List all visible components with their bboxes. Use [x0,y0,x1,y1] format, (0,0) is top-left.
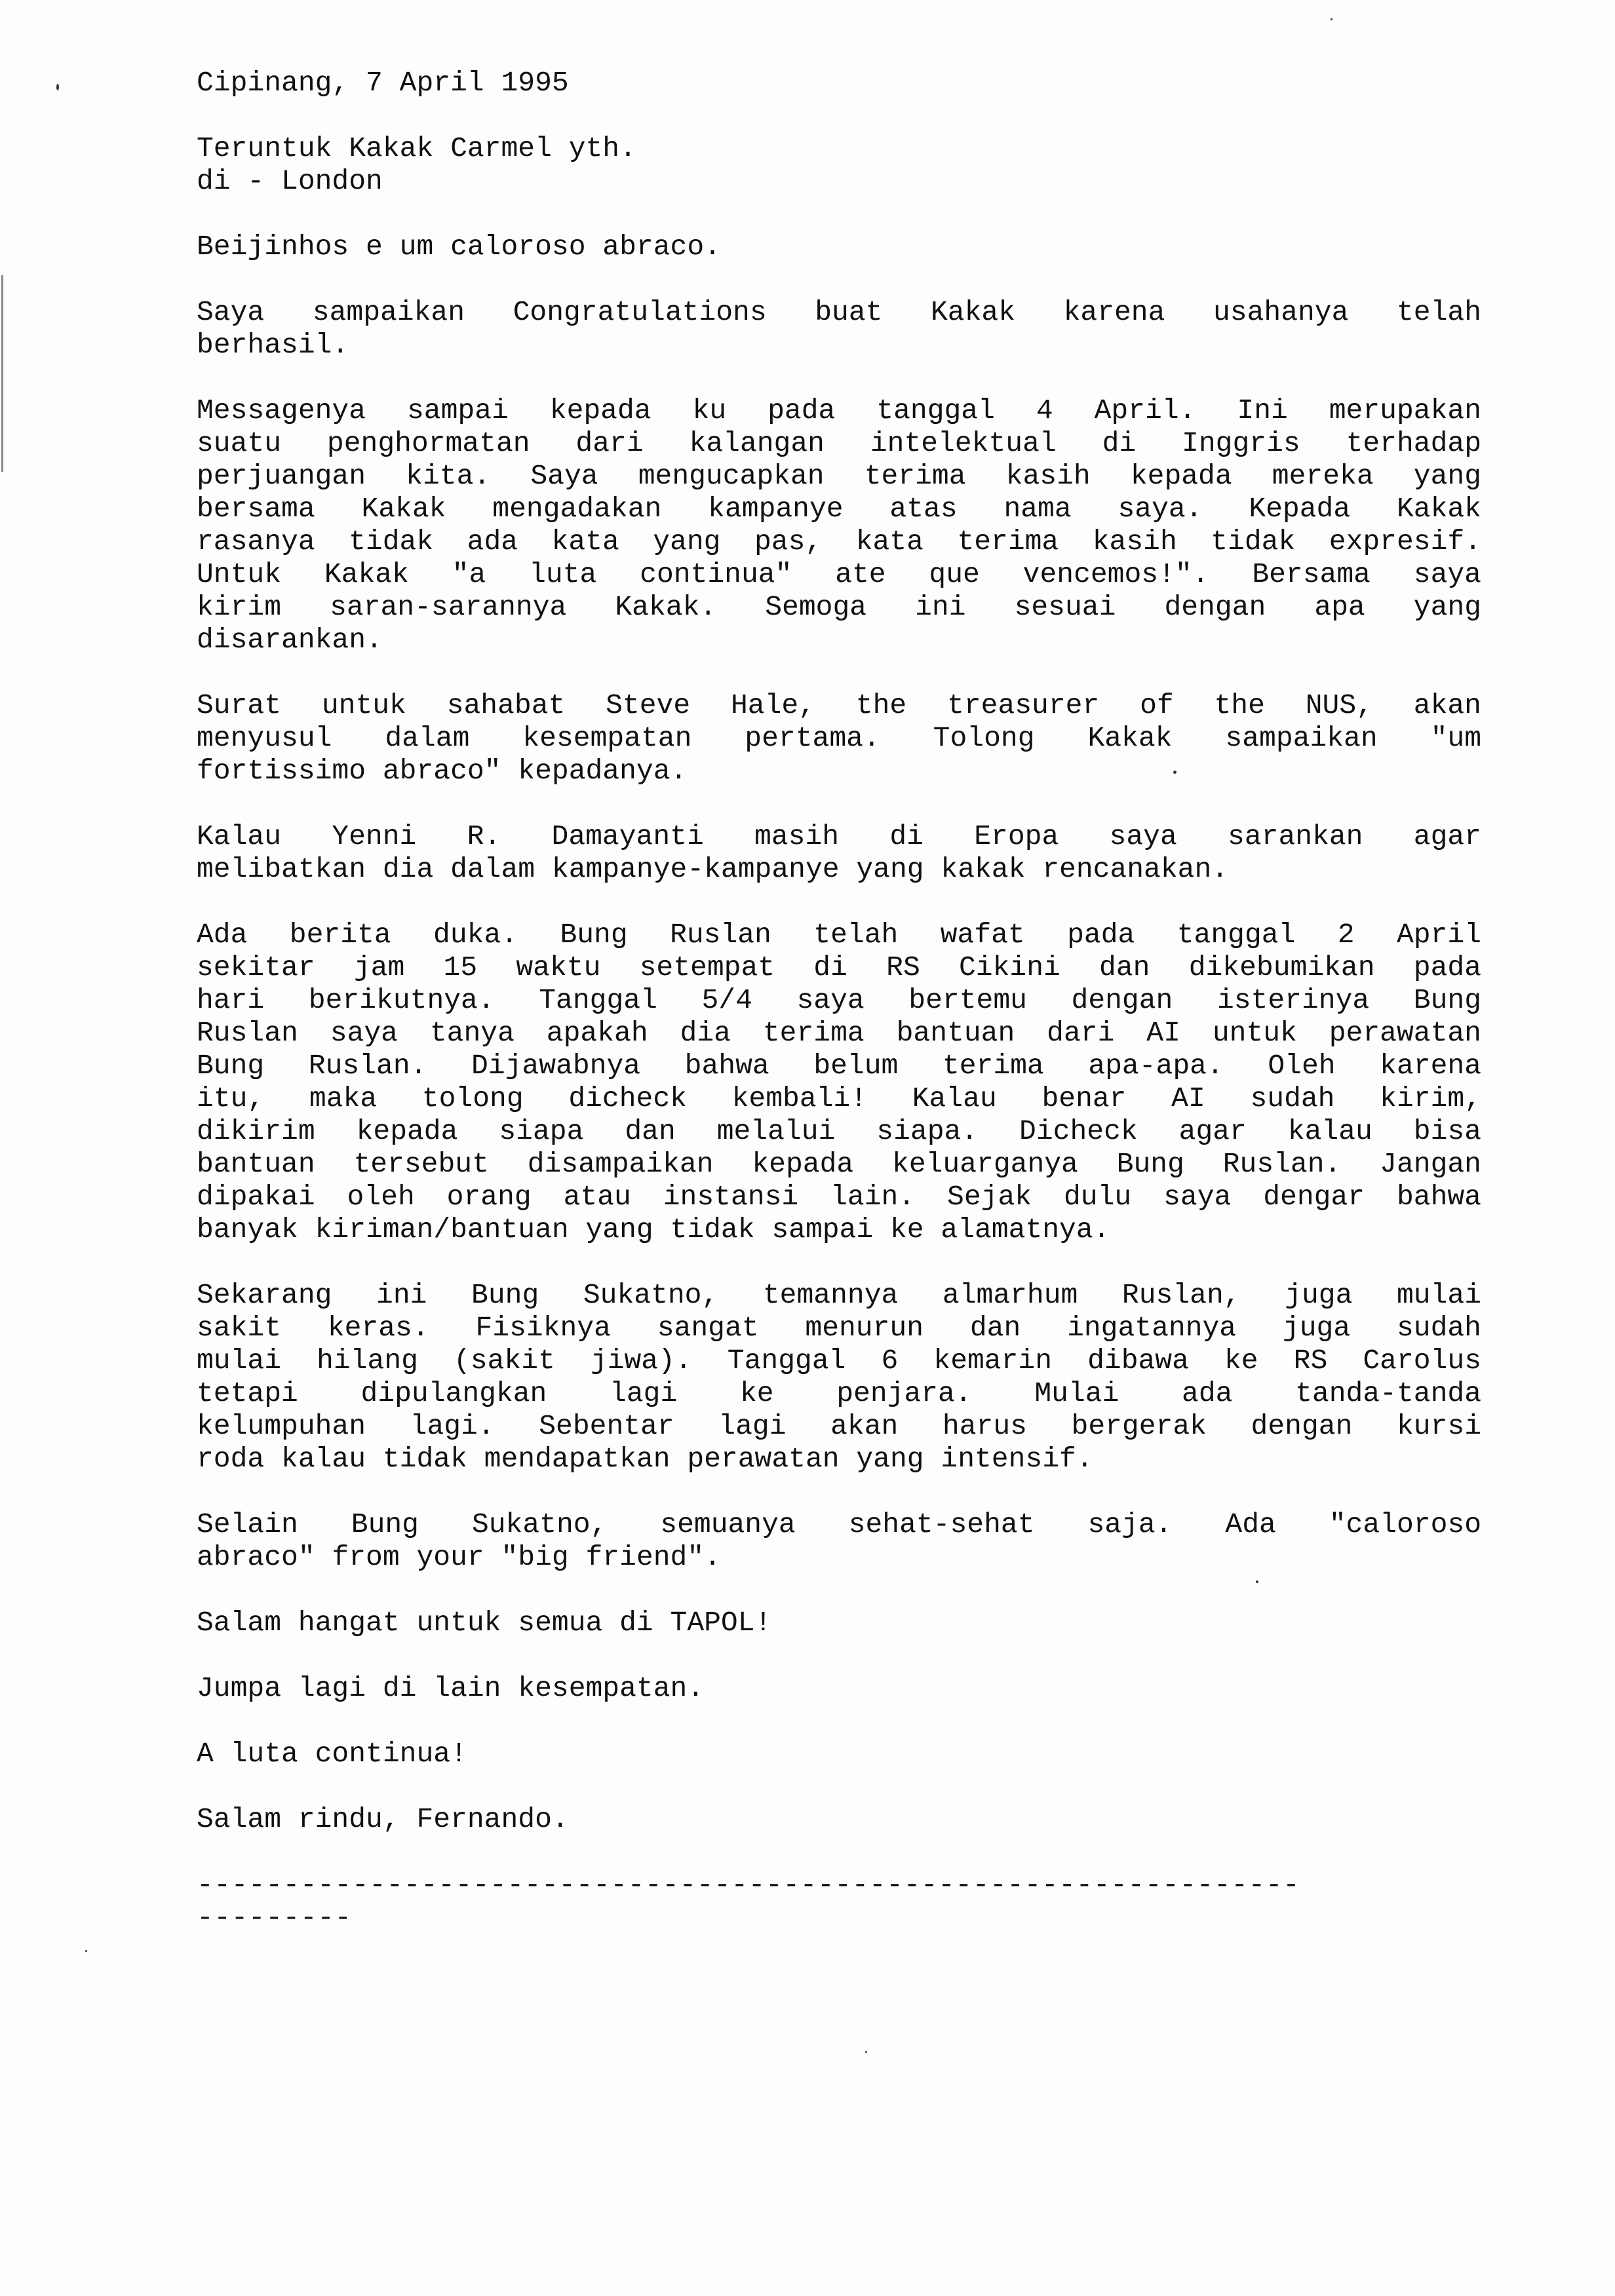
paragraph-line: Saya sampaikan Congratulations buat Kakak karena usahanya telah [197,296,1481,328]
scan-speck [56,84,59,90]
paragraph [197,1508,1481,1574]
closing-line: Salam hangat untuk semua di TAPOL! [197,1607,772,1639]
paragraph-line: Untuk Kakak "a luta continua" ate que vencemos!". Bersama saya [197,558,1481,590]
signature-line: Salam rindu, Fernando. [197,1803,569,1835]
addressee-line: Teruntuk Kakak Carmel yth. [197,132,636,164]
scan-speck [1331,18,1333,20]
paragraph-line: roda kalau tidak mendapatkan perawatan yang intensif. [197,1443,1093,1475]
paragraph [197,296,1481,362]
paragraph-line: banyak kiriman/bantuan yang tidak sampai ke alamatnya. [197,1214,1110,1246]
paragraph-line: dikirim kepada siapa dan melalui siapa. Dicheck agar kalau bisa [197,1115,1481,1147]
paragraph-line: dipakai oleh orang atau instansi lain. Sejak dulu saya dengar bahwa [197,1181,1481,1213]
paragraph-line: melibatkan dia dalam kampanye-kampanye yang kakak rencanakan. [197,853,1229,885]
paragraph [197,1279,1481,1476]
paragraph-line: abraco" from your "big friend". [197,1541,721,1573]
paragraph-line: fortissimo abraco" kepadanya. [197,755,688,787]
paragraph-line: tetapi dipulangkan lagi ke penjara. Mulai ada tanda-tanda [197,1377,1481,1409]
paragraph-line: sekitar jam 15 waktu setempat di RS Cikini dan dikebumikan pada [197,951,1481,984]
dashed-rule: --------- [197,1902,352,1934]
paragraph [197,820,1481,886]
paragraph-line: Ruslan saya tanya apakah dia terima bantuan dari AI untuk perawatan [197,1017,1481,1049]
paragraph-line: berhasil. [197,329,349,361]
closing-line: Jumpa lagi di lain kesempatan. [197,1672,705,1704]
paragraph-line: Bung Ruslan. Dijawabnya bahwa belum terima apa-apa. Oleh karena [197,1050,1481,1082]
closing-line: A luta continua! [197,1738,467,1770]
paragraph [197,394,1481,657]
paragraph [197,919,1481,1246]
paragraph-line: Kalau Yenni R. Damayanti masih di Eropa saya sarankan agar [197,820,1481,852]
paragraph-line: disarankan. [197,624,383,656]
paragraph-line: hari berikutnya. Tanggal 5/4 saya bertemu dengan isterinya Bung [197,984,1481,1016]
paragraph-line: Messagenya sampai kepada ku pada tanggal 4 April. Ini merupakan [197,394,1481,427]
paragraph-line: kirim saran-sarannya Kakak. Semoga ini sesuai dengan apa yang [197,591,1481,623]
paragraph-line: bantuan tersebut disampaikan kepada keluarganya Bung Ruslan. Jangan [197,1148,1481,1180]
paragraph [197,689,1481,788]
paragraph-line: perjuangan kita. Saya mengucapkan terima kasih kepada mereka yang [197,460,1481,492]
paragraph-line: mulai hilang (sakit jiwa). Tanggal 6 kemarin dibawa ke RS Carolus [197,1345,1481,1377]
scan-edge-mark [1,275,3,472]
greeting: Beijinhos e um caloroso abraco. [197,231,721,263]
paragraph-line: bersama Kakak mengadakan kampanye atas nama saya. Kepada Kakak [197,493,1481,525]
paragraph-line: sakit keras. Fisiknya sangat menurun dan ingatannya juga sudah [197,1312,1481,1344]
paragraph-line: Sekarang ini Bung Sukatno, temannya almarhum Ruslan, juga mulai [197,1279,1481,1311]
scan-speck [865,2051,867,2053]
scan-speck [85,1950,87,1952]
paragraph-line: suatu penghormatan dari kalangan intelektual di Inggris terhadap [197,427,1481,459]
paragraph-line: Surat untuk sahabat Steve Hale, the treasurer of the NUS, akan [197,689,1481,721]
paragraph-line: rasanya tidak ada kata yang pas, kata terima kasih tidak expresif. [197,526,1481,558]
dashed-rule: ---------------------------------------------------------------- [197,1869,1300,1901]
letter-body [197,67,1481,1934]
paragraph-line: Ada berita duka. Bung Ruslan telah wafat pada tanggal 2 April [197,919,1481,951]
date-line: Cipinang, 7 April 1995 [197,67,569,99]
paragraph-line: menyusul dalam kesempatan pertama. Tolong Kakak sampaikan "um [197,722,1481,754]
paragraph-line: itu, maka tolong dicheck kembali! Kalau benar AI sudah kirim, [197,1082,1481,1115]
addressee-line: di - London [197,165,383,197]
paragraph-line: kelumpuhan lagi. Sebentar lagi akan harus bergerak dengan kursi [197,1410,1481,1442]
paragraph-line: Selain Bung Sukatno, semuanya sehat-sehat saja. Ada "caloroso [197,1508,1481,1540]
